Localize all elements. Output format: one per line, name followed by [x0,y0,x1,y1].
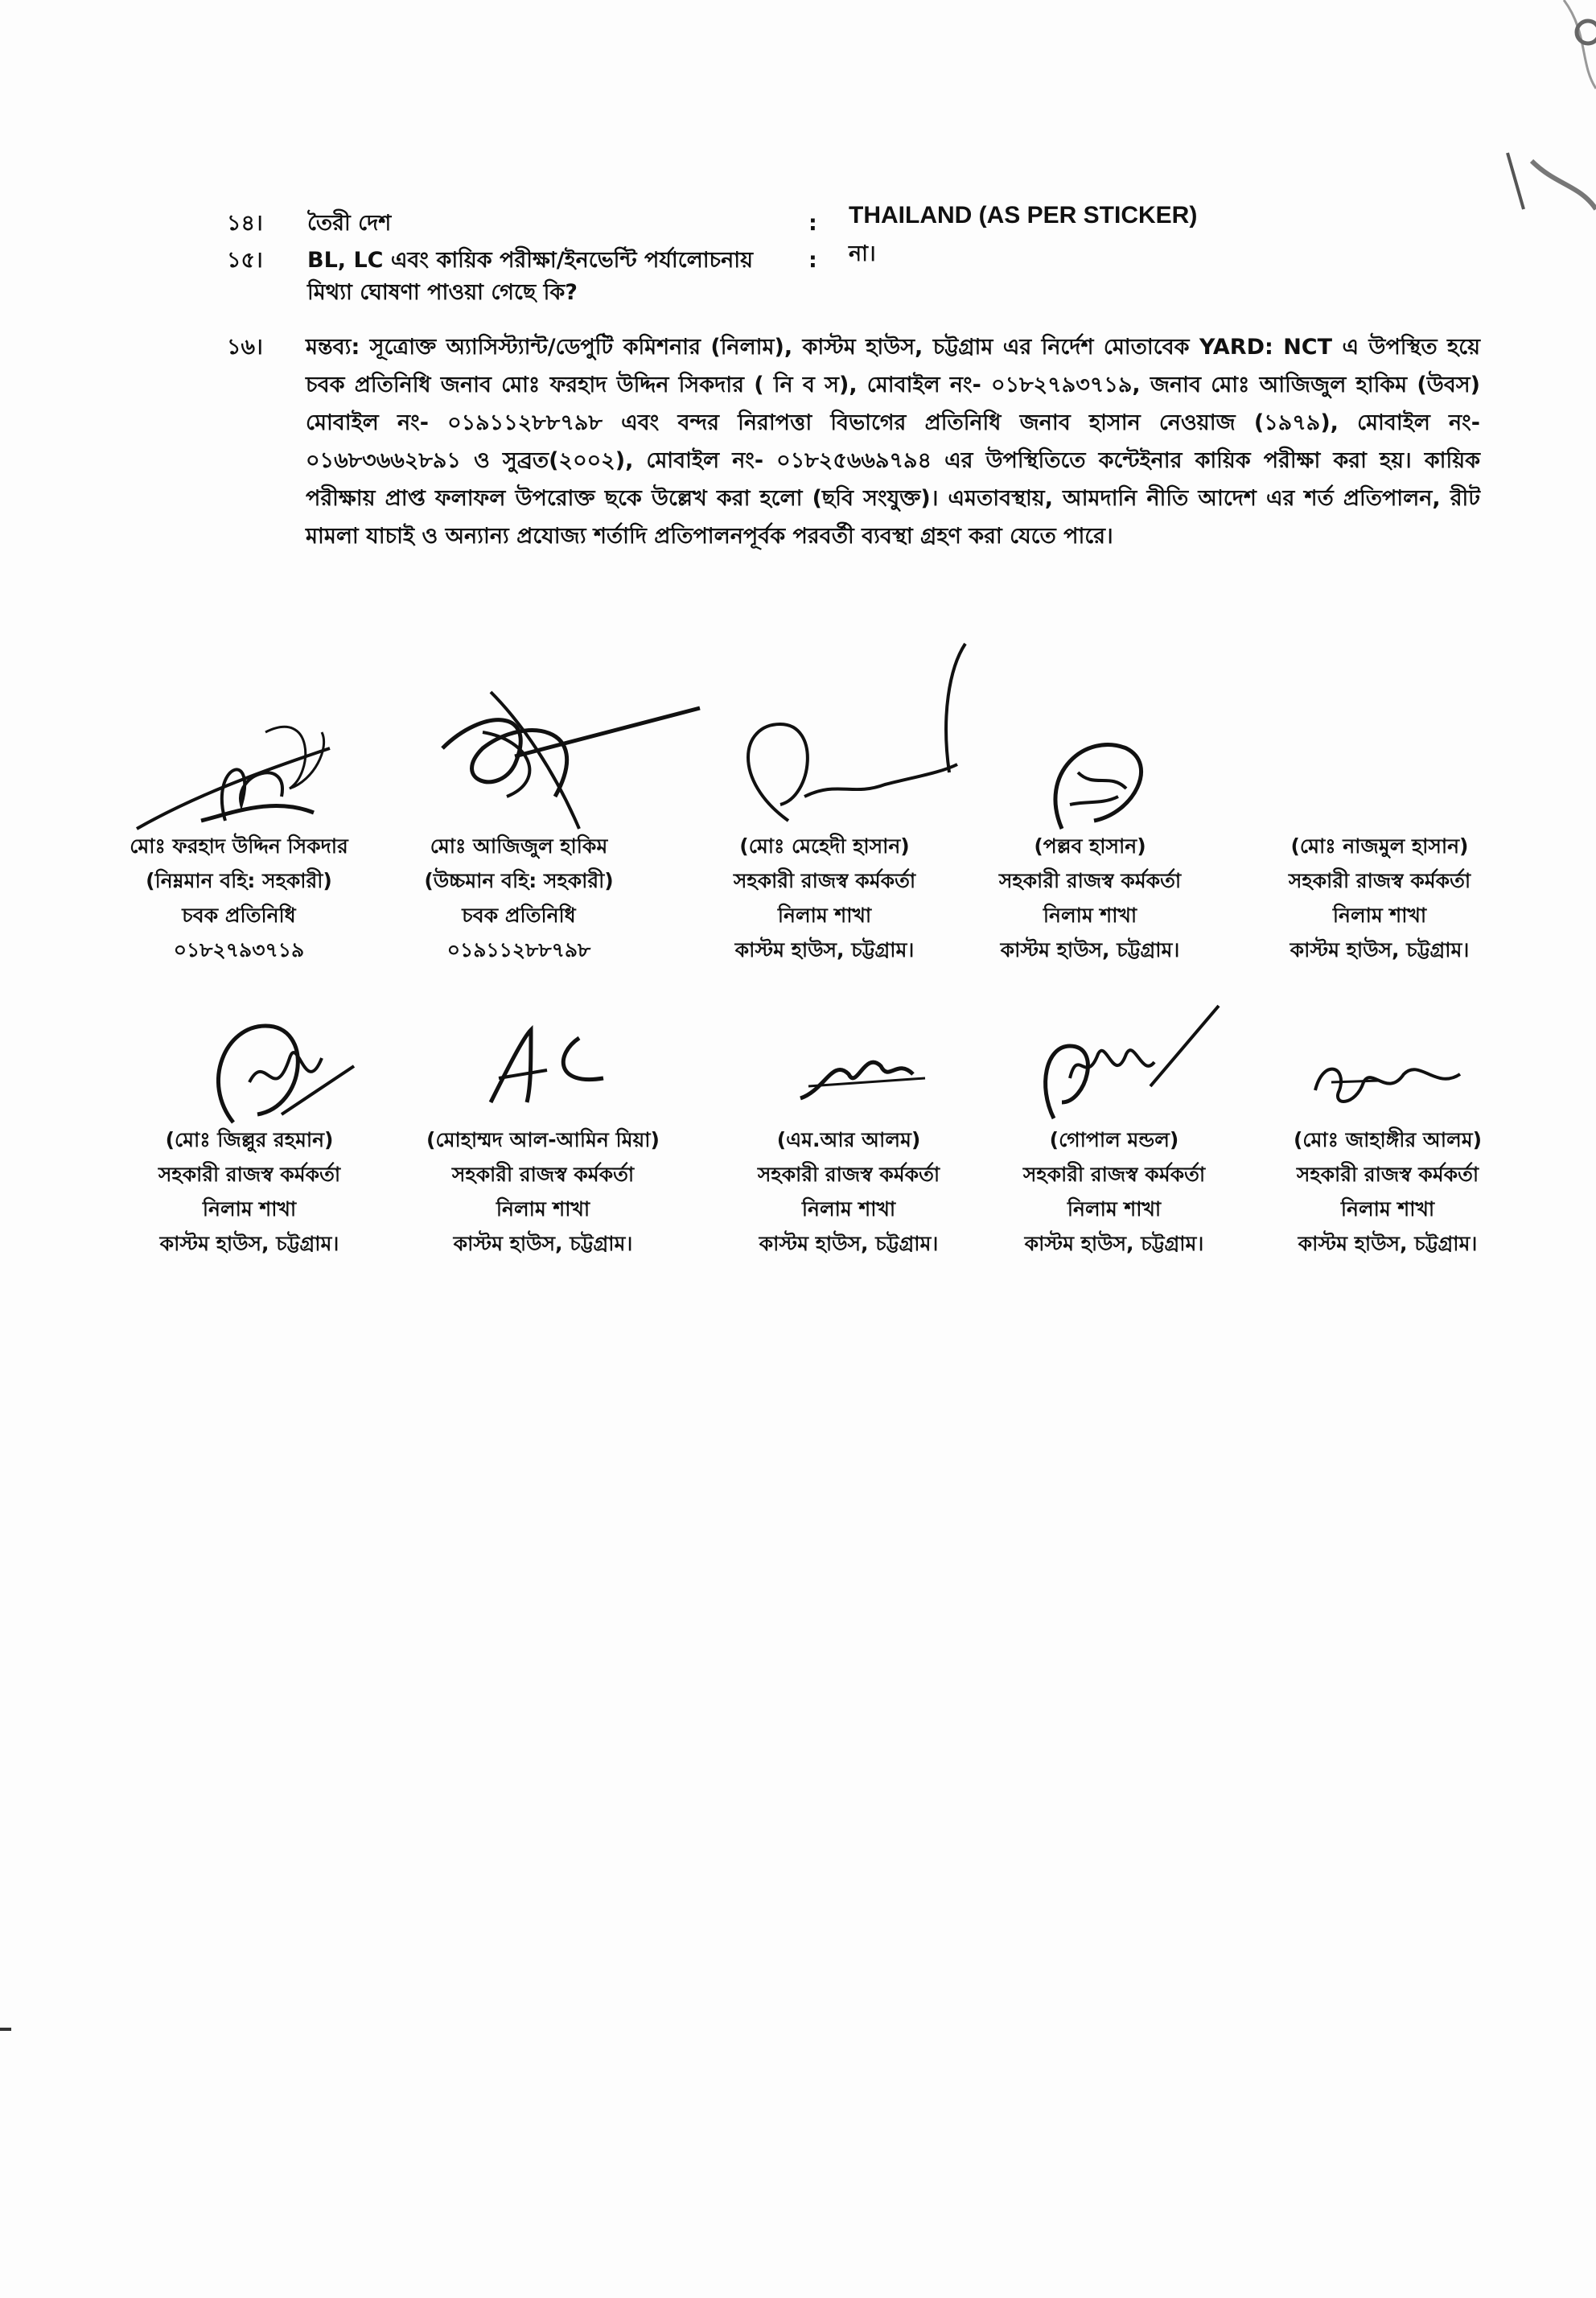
signature-3-icon [724,636,981,829]
margin-mark [0,2028,11,2031]
signatory-name: (মোঃ মেহেদী হাসান) [739,834,910,858]
signatory-block [117,1122,382,1261]
item-number: ১৪। [227,211,263,236]
signatory-name: (এম.আর আলম) [776,1128,921,1151]
remarks-paragraph: মন্তব্য: সূত্রোক্ত অ্যাসিস্ট্যান্ট/ডেপুটি কমিশনার (নিলাম), কাস্টম হাউস, চট্টগ্রাম এর নির্দেশ মোতাবেক YARD: NCT এ উপস্থিত হয়ে চবক প্রতিনিধি জনাব মোঃ ফরহাদ উদ্দিন সিকদার ( নি ব স), মোবাইল নং- ০১৮২৭৯৩৭১৯, জনাব মোঃ আজিজুল হাকিম (উবস) মোবাইল নং- ০১৯১১২৮৮৭৯৮ এবং বন্দর নিরাপত্তা বিভাগের প্রতিনিধি জনাব হাসান নেওয়াজ (১৯৭৯), মোবাইল নং- ০১৬৮৩৬৬২৮৯১ ও সুব্রত(২০০২), মোবাইল নং- ০১৮২৫৬৬৯৭৯৪ এর উপস্থিতিতে কন্টেইনার কায়িক পরীক্ষা করা হয়। কায়িক পরীক্ষায় প্রাপ্ত ফলাফল উপরোক্ত ছকে উল্লেখ করা হলো (ছবি সংযুক্ত)। এমতাবস্থায়, আমদানি নীতি আদেশ এর শর্ত প্রতিপালন, রীট মামলা যাচাই ও অন্যান্য প্রযোজ্য শর্তাদি প্রতিপালনপূর্বক পরবর্তী ব্যবস্থা গ্রহণ করা যেতে পারে। [306,335,1480,549]
signatory-name: (মোঃ জিল্লুর রহমান) [165,1128,334,1151]
signatory-designation: সহকারী রাজস্ব কর্মকর্তা [1288,869,1471,892]
signature-6-icon [201,1010,362,1130]
signatory-address: কাস্টম হাউস, চট্টগ্রাম। [1024,1232,1204,1255]
signatory-address: কাস্টম হাউস, চট্টগ্রাম। [1298,1232,1478,1255]
signatory-address: কাস্টম হাউস, চট্টগ্রাম। [1000,938,1180,962]
signatory-office: নিলাম শাখা [1332,904,1427,927]
signatory-designation: সহকারী রাজস্ব কর্মকর্তা [998,869,1182,892]
signatory-phone: ০১৮২৭৯৩৭১৯ [173,938,305,962]
signatory-block [981,1122,1247,1261]
signatory-designation: (নিম্নমান বহি: সহকারী) [146,869,332,892]
signatory-address: কাস্টম হাউস, চট্টগ্রাম। [453,1232,633,1255]
signatory-designation: (উচ্চমান বহি: সহকারী) [424,869,614,892]
signatory-block [1255,1122,1520,1261]
signatory-name: মোঃ ফরহাদ উদ্দিন সিকদার [130,834,348,858]
signatory-address: কাস্টম হাউস, চট্টগ্রাম। [159,1232,339,1255]
signatory-designation: সহকারী রাজস্ব কর্মকর্তা [158,1163,341,1186]
signatory-designation: সহকারী রাজস্ব কর্মকর্তা [1022,1163,1206,1186]
item-14 [0,202,1596,240]
signatory-designation: সহকারী রাজস্ব কর্মকর্তা [1296,1163,1479,1186]
item-label: তৈরী দেশ [307,211,392,236]
item-label-line: মিথ্যা ঘোষণা পাওয়া গেছে কি? [307,280,578,305]
staple-mark-icon [1467,0,1596,229]
signatory-block [106,829,372,967]
signatory-office: চবক প্রতিনিধি [462,904,576,927]
signatory-office: নিলাম শাখা [777,904,872,927]
signature-10-icon [1307,1050,1468,1114]
signatory-office: নিলাম শাখা [1043,904,1137,927]
signatory-designation: সহকারী রাজস্ব কর্মকর্তা [757,1163,940,1186]
signatory-office: নিলাম শাখা [801,1197,896,1221]
signatory-block [1247,829,1512,967]
signature-1-icon [129,700,354,837]
item-number: ১৫। [227,248,263,273]
signatory-designation: সহকারী রাজস্ব কর্মকর্তা [733,869,916,892]
item-colon: : [808,211,817,236]
signatory-name: (মোহাম্মদ আল-আমিন মিয়া) [426,1128,660,1151]
signatory-address: কাস্টম হাউস, চট্টগ্রাম। [1290,938,1470,962]
item-number: ১৬। [227,335,263,360]
signature-7-icon [483,1022,611,1110]
signatory-name: (পল্লব হাসান) [1034,834,1146,858]
signatory-address: কাস্টম হাউস, চট্টগ্রাম। [759,1232,939,1255]
signatory-designation: সহকারী রাজস্ব কর্মকর্তা [451,1163,635,1186]
signatory-office: নিলাম শাখা [1340,1197,1435,1221]
signatory-office: নিলাম শাখা [202,1197,297,1221]
item-15 [0,241,1596,317]
item-label-line: BL, LC এবং কায়িক পরীক্ষা/ইনভেন্টি পর্যালোচনায় [307,248,753,273]
signatory-office: নিলাম শাখা [496,1197,590,1221]
item-value: THAILAND (AS PER STICKER) [849,202,1198,229]
signatory-name: মোঃ আজিজুল হাকিম [430,834,608,858]
item-colon: : [808,248,817,273]
signatory-office: চবক প্রতিনিধি [182,904,296,927]
signatory-name: (গোপাল মন্ডল) [1049,1128,1179,1151]
signatory-block [402,1122,684,1261]
signatory-office: নিলাম শাখা [1067,1197,1162,1221]
signatory-block [957,829,1223,967]
signature-9-icon [1038,998,1223,1126]
signatory-phone: ০১৯১১২৮৮৭৯৮ [446,938,591,962]
signatory-name: (মোঃ নাজমুল হাসান) [1290,834,1469,858]
item-value: না। [849,241,876,266]
signatory-block [692,829,957,967]
signatory-name: (মোঃ জাহাঙ্গীর আলম) [1293,1128,1483,1151]
signatory-address: কাস্টম হাউস, চট্টগ্রাম। [734,938,915,962]
signature-4-icon [1038,724,1166,837]
item-16 [0,332,298,364]
signatory-block [386,829,652,967]
signature-2-icon [434,676,708,837]
signature-8-icon [792,1042,929,1114]
item-label [307,245,806,309]
signatory-block [716,1122,981,1261]
